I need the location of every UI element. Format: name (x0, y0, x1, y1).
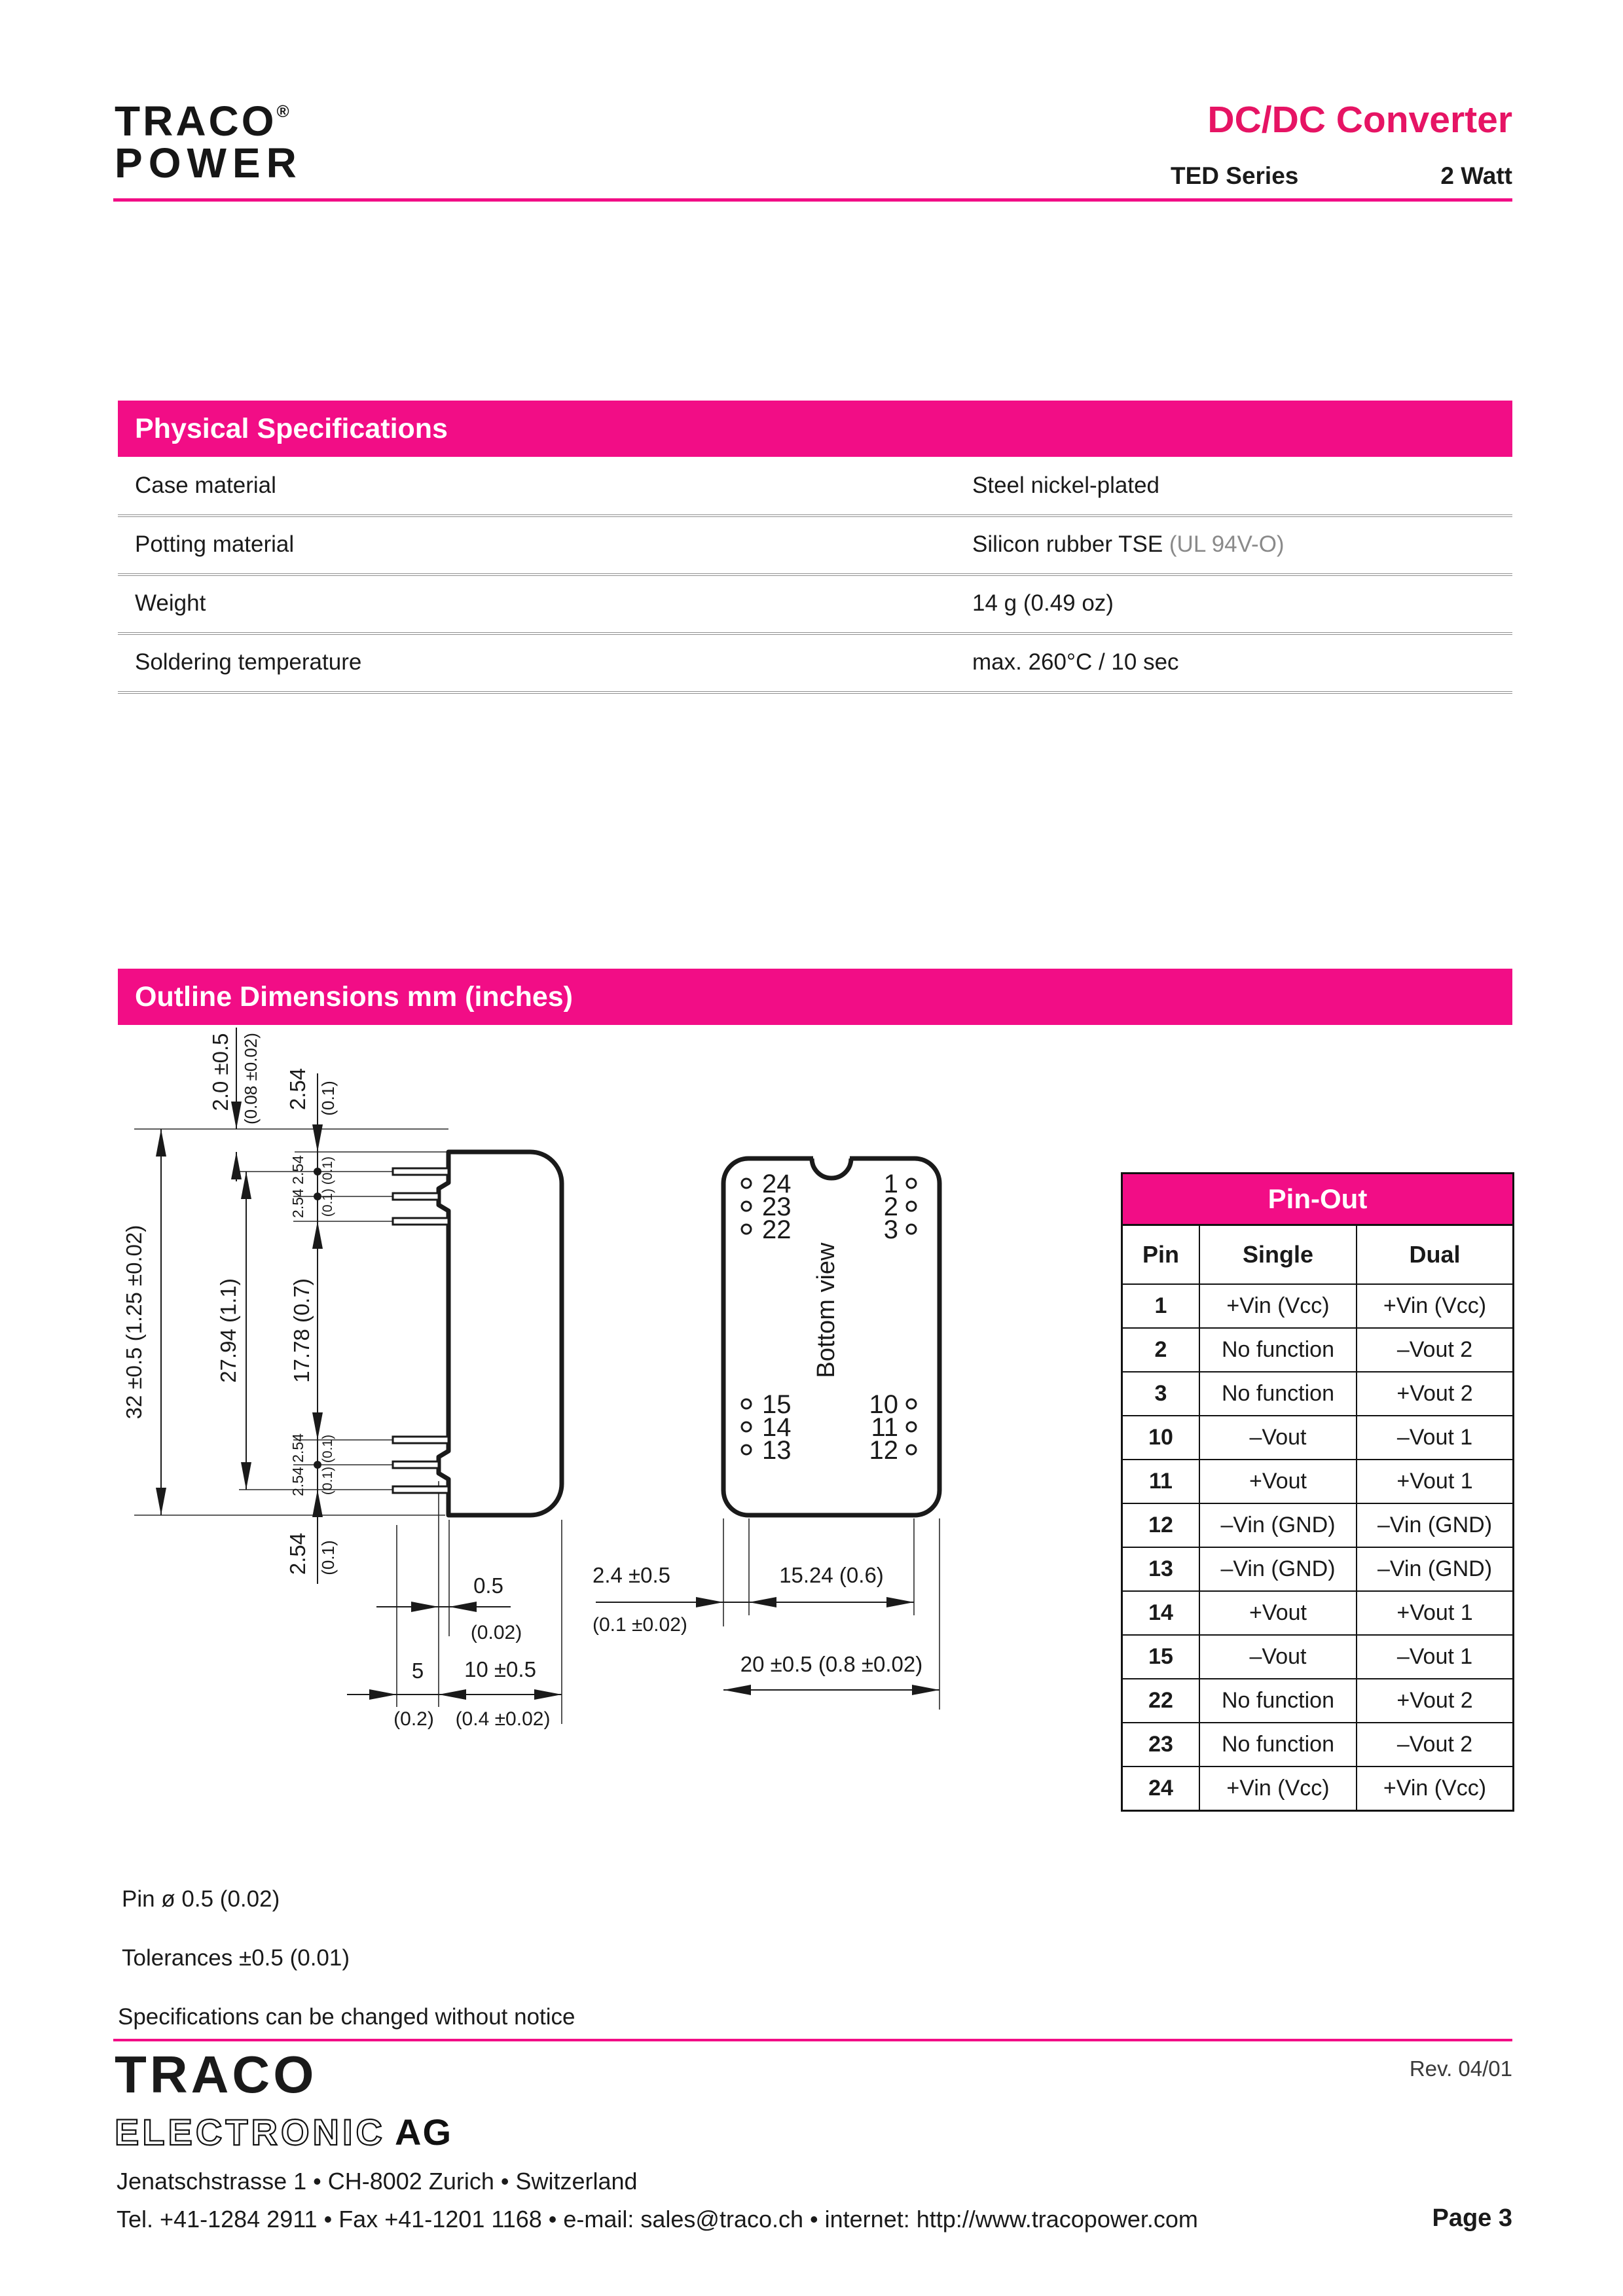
row-divider (118, 573, 1512, 576)
row-divider (118, 514, 1512, 517)
bottom-view-label: Bottom view (812, 1242, 840, 1378)
spec-label: Weight (135, 590, 206, 616)
dual-cell: –Vout 2 (1357, 1327, 1512, 1371)
pin-lead (393, 1486, 448, 1493)
col-header-single: Single (1200, 1226, 1357, 1283)
registered-mark: ® (276, 101, 289, 121)
bottom-view-drawing (589, 1021, 995, 1754)
footer-logo-electronic: ELECTRONIC (115, 2111, 386, 2153)
dual-cell: +Vin (Vcc) (1357, 1283, 1512, 1327)
single-cell: No function (1200, 1371, 1357, 1415)
pin-cell: 14 (1123, 1590, 1200, 1634)
module-body-side (393, 1152, 562, 1515)
dim-pin-thickness: 0.5 (473, 1573, 503, 1598)
pin-out-table (1121, 1172, 1514, 1812)
extension-lines (723, 1518, 939, 1710)
section-title-physical-specifications: Physical Specifications (118, 401, 1512, 457)
note-disclaimer: Specifications can be changed without notice (118, 2004, 575, 2030)
single-cell: –Vin (GND) (1200, 1503, 1357, 1547)
pin-cell: 23 (1123, 1722, 1200, 1766)
series-label: TED Series (1171, 162, 1299, 189)
dual-cell: –Vout 2 (1357, 1722, 1512, 1766)
spec-row (118, 518, 1512, 571)
footer-logo-ag: AG (395, 2111, 452, 2153)
footer-logo-traco: TRACO (115, 2045, 318, 2104)
dual-cell: +Vin (Vcc) (1357, 1766, 1512, 1810)
spec-row (118, 577, 1512, 630)
pin-lead (393, 1193, 439, 1200)
row-divider (118, 632, 1512, 635)
dim-pitch-pair: 2.54 2.54 (289, 1433, 306, 1496)
dim-pin-inset: 2.4 ±0.5 (593, 1563, 671, 1587)
page-number: Page 3 (1432, 2204, 1512, 2232)
dual-cell: –Vout 1 (1357, 1415, 1512, 1459)
pin-number: 23 (762, 1193, 792, 1221)
dim-pin-length: 5 (411, 1659, 424, 1683)
single-cell: –Vout (1200, 1634, 1357, 1678)
spec-label: Soldering temperature (135, 649, 362, 675)
dim-standoff: 2.0 ±0.5 (208, 1033, 232, 1111)
pin-cell: 1 (1123, 1283, 1200, 1327)
spec-row (118, 459, 1512, 512)
footer-logo-electronic-ag (115, 2113, 452, 2152)
single-cell: +Vout (1200, 1459, 1357, 1503)
single-cell: +Vin (Vcc) (1200, 1283, 1357, 1327)
pin-number: 2 (883, 1193, 898, 1221)
header-rule (113, 198, 1512, 202)
page-title: DC/DC Converter (1207, 99, 1512, 141)
spec-row (118, 636, 1512, 689)
watt-label: 2 Watt (1440, 162, 1512, 189)
pin-number: 15 (762, 1390, 792, 1419)
pin-cell: 15 (1123, 1634, 1200, 1678)
pin-number: 11 (871, 1413, 898, 1442)
col-header-dual: Dual (1409, 1241, 1461, 1268)
spec-value: Silicon rubber TSE (UL 94V-O) (972, 531, 1285, 557)
orientation-notch (812, 1158, 851, 1178)
spec-label: Case material (135, 473, 276, 498)
pin-cell: 13 (1123, 1547, 1200, 1590)
company-address: Jenatschstrasse 1 • CH-8002 Zurich • Switzerland (117, 2168, 638, 2195)
footer-rule (113, 2039, 1512, 2041)
pin-cell: 3 (1123, 1371, 1200, 1415)
pin-number: 24 (762, 1170, 792, 1198)
pin-cell: 24 (1123, 1766, 1200, 1810)
dim-row-spacing: 15.24 (0.6) (779, 1563, 884, 1587)
col-header-pin: Pin (1123, 1226, 1200, 1283)
dim-standoff-inches: (0.08 ±0.02) (241, 1032, 261, 1125)
module-body-bottom (723, 1154, 939, 1515)
note-pin-diameter: Pin ø 0.5 (0.02) (122, 1886, 280, 1912)
pin-number: 14 (762, 1413, 792, 1442)
dual-cell: +Vout 1 (1357, 1590, 1512, 1634)
dim-pitch-top-inches: (0.1) (318, 1081, 338, 1116)
dim-pitch-top: 2.54 (285, 1067, 310, 1111)
row-divider (118, 691, 1512, 694)
dim-case-width: 20 ±0.5 (0.8 ±0.02) (740, 1652, 923, 1676)
pin-cell: 11 (1123, 1459, 1200, 1503)
dim-case-length: 32 ±0.5 (1.25 ±0.02) (122, 1225, 146, 1420)
dim-pitch-pair: 2.54 2.54 (289, 1155, 306, 1218)
pin-lead (393, 1168, 448, 1175)
dim-pin-length-inches: (0.2) (393, 1708, 434, 1730)
pin-out-grid (1123, 1226, 1512, 1810)
dim-pin-thickness-inches: (0.02) (470, 1622, 522, 1643)
note-tolerances: Tolerances ±0.5 (0.01) (122, 1945, 350, 1971)
dim-pin-span-outer: 27.94 (1.1) (216, 1278, 240, 1383)
dual-cell: –Vin (GND) (1357, 1547, 1512, 1590)
pin-number: 12 (869, 1436, 898, 1465)
spec-value: Steel nickel-plated (972, 473, 1159, 498)
dim-pitch-bottom: 2.54 (285, 1532, 310, 1575)
single-cell: No function (1200, 1678, 1357, 1722)
side-view-drawing (118, 1021, 671, 1754)
pin-number: 22 (762, 1215, 792, 1244)
pin-cell: 2 (1123, 1327, 1200, 1371)
dual-cell: +Vout 2 (1357, 1678, 1512, 1722)
single-cell: No function (1200, 1327, 1357, 1371)
pin-number: 3 (883, 1215, 898, 1244)
series-watt-line (1171, 162, 1512, 190)
pin-lead (393, 1462, 439, 1468)
pin-out-title: Pin-Out (1123, 1174, 1512, 1226)
single-cell: –Vout (1200, 1415, 1357, 1459)
dual-cell: +Vout 1 (1357, 1459, 1512, 1503)
pin-cell: 22 (1123, 1678, 1200, 1722)
pin-lead (393, 1218, 448, 1225)
dim-pitch-pair-inches: (0.1) (0.1) (320, 1434, 335, 1496)
dim-pin-inset-inches: (0.1 ±0.02) (593, 1614, 687, 1636)
dual-cell: –Vout 1 (1357, 1634, 1512, 1678)
single-cell: +Vout (1200, 1590, 1357, 1634)
single-cell: –Vin (GND) (1200, 1547, 1357, 1590)
pin-cell: 10 (1123, 1415, 1200, 1459)
traco-power-logo (115, 90, 302, 187)
dim-pitch-bottom-inches: (0.1) (318, 1540, 338, 1575)
dim-case-depth-inches: (0.4 ±0.02) (455, 1708, 551, 1730)
dim-pin-span-inner: 17.78 (0.7) (289, 1278, 314, 1383)
section-title-outline-dimensions: Outline Dimensions mm (inches) (118, 969, 1512, 1025)
dim-case-depth: 10 ±0.5 (464, 1657, 536, 1681)
logo-traco: TRACO (115, 98, 277, 145)
single-cell: +Vin (Vcc) (1200, 1766, 1357, 1810)
spec-label: Potting material (135, 531, 295, 557)
company-contact: Tel. +41-1284 2911 • Fax +41-1201 1168 • e-mail: sales@traco.ch • internet: http://www.tracopower.com (117, 2206, 1198, 2233)
single-cell: No function (1200, 1722, 1357, 1766)
revision-label: Rev. 04/01 (1409, 2056, 1512, 2081)
spec-value: max. 260°C / 10 sec (972, 649, 1179, 675)
dual-cell: –Vin (GND) (1357, 1503, 1512, 1547)
pin-number: 1 (883, 1170, 898, 1198)
dim-pitch-pair-inches: (0.1) (0.1) (320, 1156, 335, 1217)
spec-value: 14 g (0.49 oz) (972, 590, 1114, 616)
dimension-labels (593, 1563, 922, 1676)
pin-cell: 12 (1123, 1503, 1200, 1547)
pin-number: 13 (762, 1436, 792, 1465)
pin-lead (393, 1437, 448, 1443)
dual-cell: +Vout 2 (1357, 1371, 1512, 1415)
dimension-lines (596, 1597, 939, 1695)
logo-power: POWER (115, 139, 302, 187)
pin-number: 10 (869, 1390, 898, 1419)
